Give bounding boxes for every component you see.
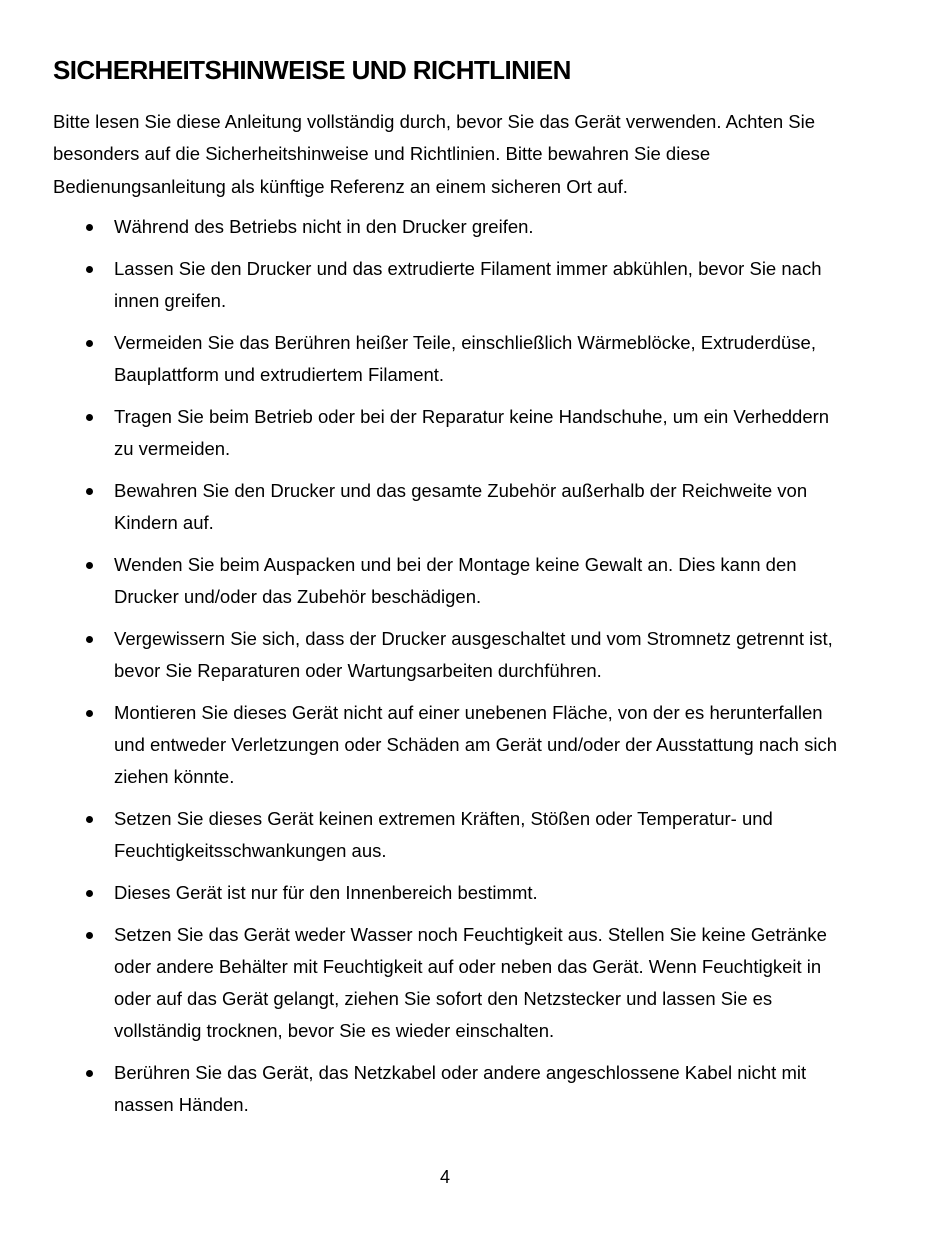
list-item-text: Tragen Sie beim Betrieb oder bei der Reparatur keine Handschuhe, um ein Verheddern zu vermeiden. [114,406,830,459]
list-item-text: Bewahren Sie den Drucker und das gesamte Zubehör außerhalb der Reichweite von Kindern auf. [114,480,808,533]
bullet-icon [86,340,93,347]
intro-paragraph: Bitte lesen Sie diese Anleitung vollständig durch, bevor Sie das Gerät verwenden. Achten Sie besonders auf die Sicherheitshinweise und Richtlinien. Bitte bewahren Sie diese Bedienungsanleitung als künftige Referenz an einem sicheren Ort auf. [53,111,816,197]
page-title: SICHERHEITSHINWEISE UND RICHTLINIEN [53,55,571,85]
list-item [84,401,844,465]
list-item [84,327,844,391]
list-item-text: Lassen Sie den Drucker und das extrudierte Filament immer abkühlen, bevor Sie nach innen greifen. [114,258,822,311]
list-item [84,475,844,539]
list-item [84,1057,844,1121]
list-item-text: Berühren Sie das Gerät, das Netzkabel oder andere angeschlossene Kabel nicht mit nassen Händen. [114,1062,807,1115]
list-item [84,253,844,317]
list-item [84,211,844,243]
list-item [84,549,844,613]
bullet-icon [86,414,93,421]
page-number: 4 [439,1167,450,1187]
list-item [84,877,844,909]
list-item-text: Setzen Sie das Gerät weder Wasser noch Feuchtigkeit aus. Stellen Sie keine Getränke oder andere Behälter mit Feuchtigkeit auf oder neben das Gerät. Wenn Feuchtigkeit in oder auf das Gerät gelangt, ziehen Sie sofort den Netzstecker und lassen Sie es vollständig trocknen, bevor Sie es wieder einschalten. [114,924,827,1041]
safety-list [84,211,844,1131]
bullet-icon [86,932,93,939]
list-item [84,697,844,793]
bullet-icon [86,636,93,643]
bullet-icon [86,488,93,495]
list-item [84,803,844,867]
list-item-text: Vergewissern Sie sich, dass der Drucker ausgeschaltet und vom Stromnetz getrennt ist, bevor Sie Reparaturen oder Wartungsarbeiten durchführen. [114,628,833,681]
list-item [84,919,844,1047]
bullet-icon [86,562,93,569]
bullet-icon [86,266,93,273]
bullet-icon [86,710,93,717]
list-item-text: Wenden Sie beim Auspacken und bei der Montage keine Gewalt an. Dies kann den Drucker und/oder das Zubehör beschädigen. [114,554,797,607]
bullet-icon [86,224,93,231]
list-item-text: Dieses Gerät ist nur für den Innenbereich bestimmt. [114,882,538,903]
list-item [84,623,844,687]
bullet-icon [86,1070,93,1077]
list-item-text: Vermeiden Sie das Berühren heißer Teile, einschließlich Wärmeblöcke, Extruderdüse, Bauplattform und extrudiertem Filament. [114,332,816,385]
list-item-text: Montieren Sie dieses Gerät nicht auf einer unebenen Fläche, von der es herunterfallen und entweder Verletzungen oder Schäden am Gerät und/oder der Ausstattung nach sich ziehen könnte. [114,702,838,787]
list-item-text: Setzen Sie dieses Gerät keinen extremen Kräften, Stößen oder Temperatur- und Feuchtigkeitsschwankungen aus. [114,808,773,861]
list-item-text: Während des Betriebs nicht in den Drucker greifen. [114,216,534,237]
bullet-icon [86,816,93,823]
bullet-icon [86,890,93,897]
